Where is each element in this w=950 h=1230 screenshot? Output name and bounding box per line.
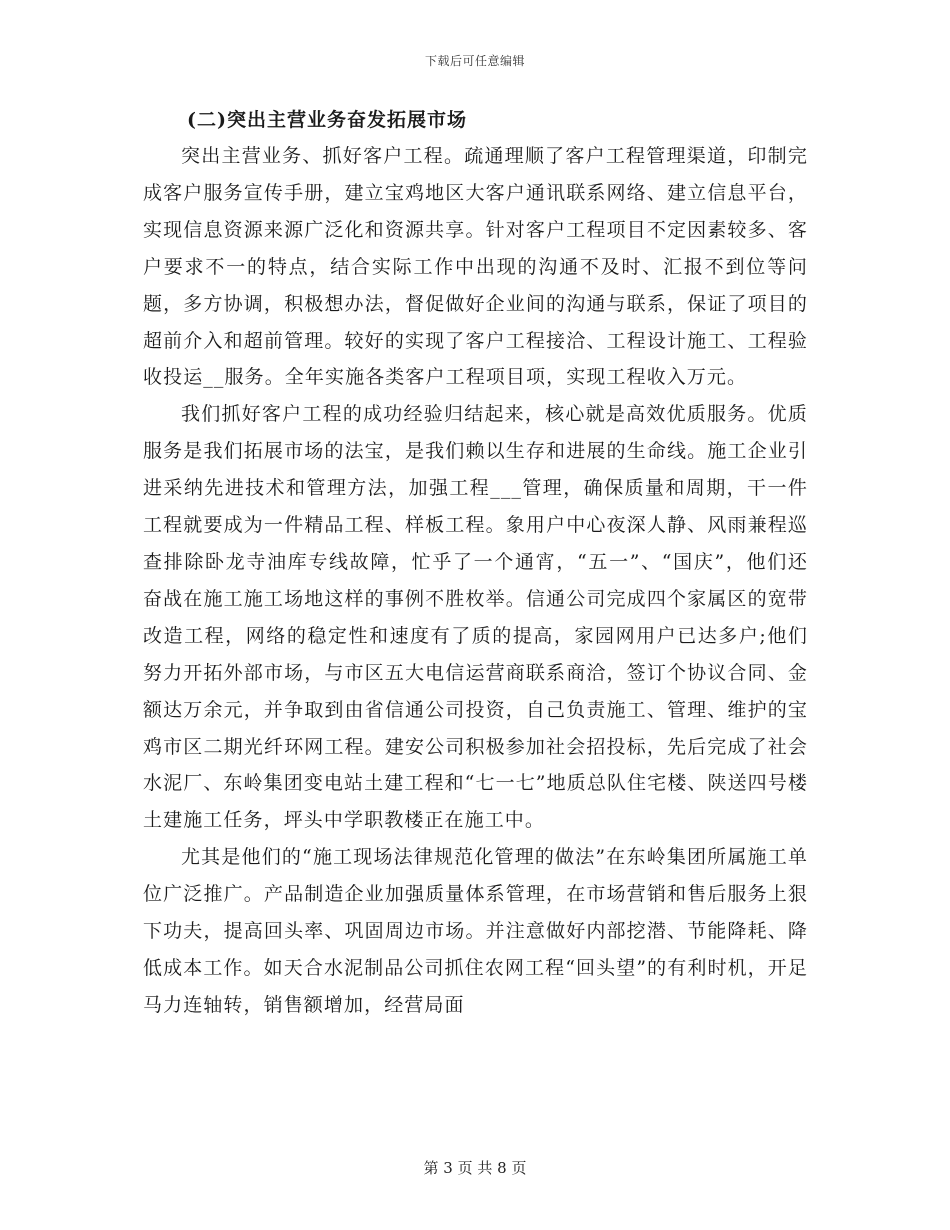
paragraph-1: 突出主营业务、抓好客户工程。疏通理顺了客户工程管理渠道，印制完成客户服务宣传手册，建立宝鸡地区大客户通讯联系网络、建立信息平台，实现信息资源来源广泛化和资源共享。针对客户工程项目不定因素较多、客户要求不一的特点，结合实际工作中出现的沟通不及时、汇报不到位等问题，多方协调，积极想办法，督促做好企业间的沟通与联系，保证了项目的超前介入和超前管理。较好的实现了客户工程接洽、工程设计施工、工程验收投运__服务。全年实施各类客户工程项目项，实现工程收入万元。 xyxy=(143,145,808,389)
paragraph-3: 尤其是他们的“施工现场法律规范化管理的做法”在东岭集团所属施工单位广泛推广。产品制造企业加强质量体系管理，在市场营销和售后服务上狠下功夫，提高回头率、巩固周边市场。并注意做好内部挖潜、节能降耗、降低成本工作。如天合水泥制品公司抓住农网工程“回头望”的有利时机，开足马力连轴转，销售额增加，经营局面 xyxy=(143,846,808,1016)
document-body xyxy=(143,102,808,1024)
page-number: 第 3 页 共 8 页 xyxy=(423,1159,527,1177)
paragraph-2: 我们抓好客户工程的成功经验归结起来，核心就是高效优质服务。优质服务是我们拓展市场的法宝，是我们赖以生存和进展的生命线。施工企业引进采纳先进技术和管理方法，加强工程___管理，确保质量和周期，干一件工程就要成为一件精品工程、样板工程。象用户中心夜深人静、风雨兼程巡查排除卧龙寺油库专线故障，忙乎了一个通宵，“五一”、“国庆”，他们还奋战在施工施工场地这样的事例不胜枚举。信通公司完成四个家属区的宽带改造工程，网络的稳定性和速度有了质的提高，家园网用户已达多户;他们努力开拓外部市场，与市区五大电信运营商联系商洽，签订个协议合同、金额达万余元，并争取到由省信通公司投资，自己负责施工、管理、维护的宝鸡市区二期光纤环网工程。建安公司积极参加社会招投标，先后完成了社会水泥厂、东岭集团变电站土建工程和“七一七”地质总队住宅楼、陕送四号楼土建施工任务，坪头中学职教楼正在施工中。 xyxy=(143,403,808,832)
page-header: 下载后可任意编辑 xyxy=(424,54,525,68)
section-title: (二)突出主营业务奋发拓展市场 xyxy=(187,109,467,131)
